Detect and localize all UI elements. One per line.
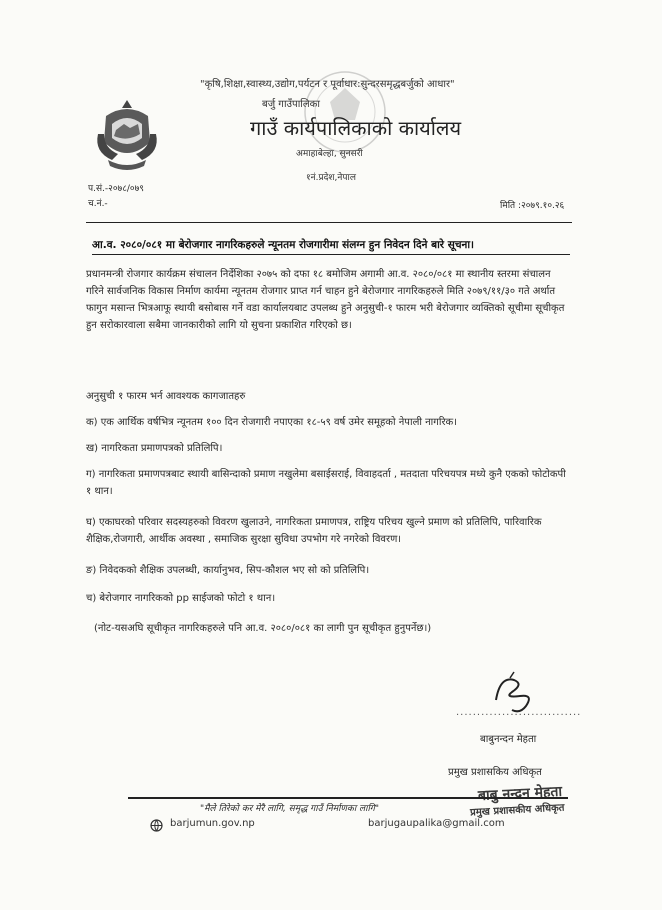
reference-number: प.सं.-२०७८/०७९ bbox=[88, 184, 144, 194]
signature-line: .............................. bbox=[456, 707, 582, 718]
list-item: (नोट-यसअघि सूचीकृत नागरिकहरुले पनि आ.व. २०८०/०८१ का लागी पुन सूचीकृत हुनुपर्नेछ।) bbox=[94, 623, 432, 634]
list-item: ख) नागरिकता प्रमाणपत्रको प्रतिलिपि। bbox=[86, 443, 223, 454]
dispatch-number: च.नं.- bbox=[88, 199, 108, 209]
footer-slogan: "मैले तिरेको कर मेरै लागि, समृद्ध गाउँ निर्माणका लागि" bbox=[200, 804, 379, 814]
footer-email: barjugaupalika@gmail.com bbox=[368, 818, 505, 829]
document-date: मिति :२०७९.१०.२६ bbox=[500, 201, 565, 211]
list-item: घ) एकाघरको परिवार सदस्यहरुको विवरण खुलाउने, नागरिकता प्रमाणपत्र, राष्ट्रिय परिचय खुल्ने प्रमाण को प्रतिलिपि, पारिवारिक शैक्षिक,रोजगारी, आर्थीक अवस्था , समाजिक सुरक्षा सुविधा उपभोग गरे नगरेको विवरण। bbox=[86, 517, 542, 545]
nepal-emblem-icon bbox=[88, 94, 166, 172]
municipality-name: बर्जु गाउँपालिका bbox=[262, 99, 320, 110]
footer-divider bbox=[128, 797, 568, 799]
list-item: ग) नागरिकता प्रमाणपत्रबाट स्थायी बासिन्दाको प्रमाण नखुलेमा बसाईसराई, विवाहदर्ता , मतदाता परिचयपत्र मध्ये कुनै एकको फोटोकपी १ थान। bbox=[86, 469, 566, 497]
title-underline bbox=[92, 254, 570, 255]
notice-intro: प्रधानमन्त्री रोजगार कार्यक्रम संचालन निर्देशिका २०७५ को दफा १८ बमोजिम अगामी आ.व. २०८०/०८१ मा स्थानीय स्तरमा संचालन गरिने सार्वजनिक विकास निर्माण कार्यमा न्यूनतम रोजगार प्राप्त गर्न चाहन हुने बेरोजगार नागरिकहरुले मिति २०७९/११/३० गते अर्थात फागुन मसान्त भित्रआफू स्थायी बसोबास गर्ने वडा कार्यालयबाट उपलब्ध हुने अनुसुची-१ फारम भरी बेरोजगार व्यक्तिको सूचीमा सूचीकृत हुन सरोकारवाला सबैमा जानकारीको लागि यो सुचना प्रकाशित गरिएको छ। bbox=[86, 269, 565, 331]
footer-website: barjumun.gov.np bbox=[170, 818, 255, 829]
header-motto: "कृषि,शिक्षा,स्वास्थ्य,उद्योग,पर्यटन र पूर्वाधार:सुन्दरसमृद्धबर्जुको आधार" bbox=[200, 79, 455, 90]
address-line-1: अमाहाबेल्हा, सुनसरी bbox=[296, 149, 363, 159]
office-name: गाउँ कार्यपालिकाको कार्यालय bbox=[250, 116, 462, 140]
signatory-title: प्रमुख प्रशासकिय अधिकृत bbox=[448, 767, 542, 778]
stamp-name: बाबु नन्दन मेहता bbox=[477, 783, 563, 805]
signatory-name: बाबुनन्दन मेहता bbox=[480, 734, 537, 745]
address-line-2: १नं.प्रदेश,नेपाल bbox=[306, 173, 356, 183]
list-item: च) बेरोजगार नागरिकको pp साईजको फोटो १ थान। bbox=[86, 593, 276, 604]
stamp-title: प्रमुख प्रशासकीय अधिकृत bbox=[469, 802, 565, 819]
list-item: ङ) निवेदकको शैक्षिक उपलब्धी, कार्यानुभव, सिप-कौशल भए सो को प्रतिलिपि। bbox=[86, 565, 370, 576]
notice-title: आ.व. २०८०/०८१ मा बेरोजगार नागरिकहरुले न्यूनतम रोजगारीमा संलग्न हुन निवेदन दिने बारे सूचना। bbox=[92, 239, 475, 251]
globe-icon bbox=[150, 819, 163, 832]
list-item: क) एक आर्थिक वर्षभित्र न्यूनतम १०० दिन रोजगारी नपाएका १८-५९ वर्ष उमेर समूहको नेपाली नागरिक। bbox=[86, 417, 458, 428]
header-divider bbox=[86, 222, 572, 223]
documents-heading: अनुसुची १ फारम भर्न आवश्यक कागजातहरु bbox=[86, 391, 246, 402]
